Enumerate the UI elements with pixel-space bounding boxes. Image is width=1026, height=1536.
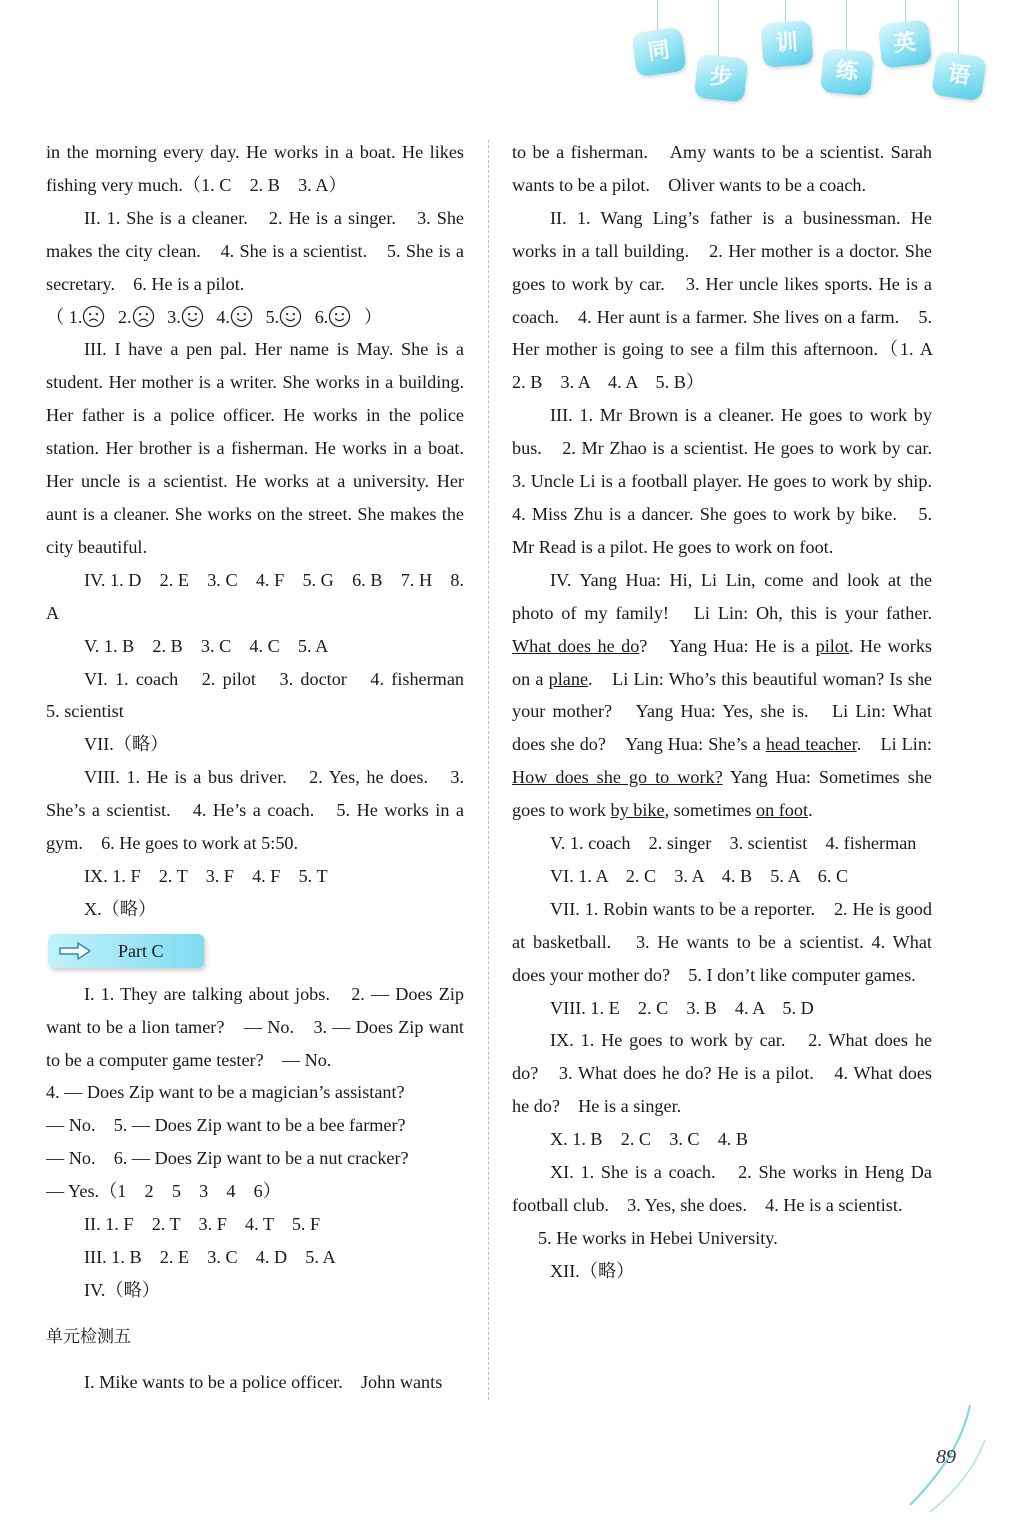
right-column [512,136,951,1288]
tile-string [785,0,786,22]
page-header [0,0,1026,120]
unit-test-title: 单元检测五 [46,1326,131,1347]
answer-paragraph: 4. — Does Zip want to be a magician’s assistant? [46,1082,405,1103]
happy-face-icon [181,305,204,328]
tile-string [958,0,959,56]
underlined-answer: What does he do [512,635,640,656]
left-column [46,136,483,1399]
underlined-answer: on foot [756,800,809,821]
header-tile-4: 练 [820,48,874,96]
answer-paragraph: XII.（略） [550,1260,635,1281]
answer-paragraph: III. 1. Mr Brown is a cleaner. He goes to work by bus. 2. Mr Zhao is a scientist. He goes to work by car. 3. Uncle Li is a football player. He goes to work by ship. 4. Miss Zhu is a dancer. She goes to work by bike. 5. Mr Read is a pilot. He goes to work on foot. [512,405,951,557]
tile-string [846,0,847,52]
answer-paragraph: V. 1. B 2. B 3. C 4. C 5. A [84,635,329,656]
answer-paragraph: III. I have a pen pal. Her name is May. She is a student. Her mother is a writer. She works in a building. Her father is a police officer. He works in the police station. Her brother is a fisherman. He works in a boat. Her uncle is a scientist. He works at a university. Her aunt is a cleaner. She works on the street. She makes the city beautiful. [46,339,464,557]
dialogue-text: ? Yang Hua: He is a [639,635,816,656]
sad-face-icon [132,305,155,328]
header-tile-2: 步 [694,54,748,103]
answer-paragraph: I. Mike wants to be a police officer. John wants [84,1371,443,1392]
paren-close: ） [363,306,383,327]
happy-face-icon [328,305,351,328]
dialogue-paragraph [512,564,932,827]
part-c-label [48,934,204,968]
answer-paragraph: — No. 5. — Does Zip want to be a bee farmer? [46,1115,406,1136]
happy-face-icon [279,305,302,328]
face-answers [46,301,464,334]
dialogue-text: . Li Lin: [856,734,932,755]
answer-paragraph: IX. 1. He goes to work by car. 2. What does he do? 3. What does he do? He is a pilot. 4. What does he do? He is a singer. [512,1030,932,1117]
face-label: 1. [68,306,83,327]
underlined-answer: How does she go to work? [512,767,723,788]
answer-paragraph: to be a fisherman. Amy wants to be a scientist. Sarah wants to be a pilot. Oliver wants to be a coach. [512,142,932,195]
answer-paragraph: IX. 1. F 2. T 3. F 4. F 5. T [84,865,328,886]
face-label: 6. [314,306,329,327]
answer-paragraph: IV. 1. D 2. E 3. C 4. F 5. G 6. B 7. H 8. A [46,569,464,623]
face-label: 4. [216,306,230,327]
arrow-right-icon [58,941,92,961]
face-label: 2. [117,306,132,327]
part-c-banner [46,932,464,972]
tile-string [718,0,719,62]
underlined-answer: pilot [815,635,849,656]
part-c-text: Part C [118,940,164,961]
answer-paragraph: VI. 1. coach 2. pilot 3. doctor 4. fisherman 5. scientist [46,668,483,722]
answer-paragraph: II. 1. F 2. T 3. F 4. T 5. F [84,1214,321,1235]
answer-paragraph: VIII. 1. E 2. C 3. B 4. A 5. D [550,997,814,1018]
answer-paragraph: in the morning every day. He works in a boat. He likes fishing very much.（1. C 2. B 3. A） [46,142,464,195]
tile-string [905,0,906,22]
header-tile-3: 训 [761,20,814,67]
answer-paragraph: VII. 1. Robin wants to be a reporter. 2. He is good at basketball. 3. He wants to be a scientist. 4. What does your mother do? 5. I don’t like computer games. [512,898,932,985]
answer-paragraph: IV.（略） [84,1279,160,1300]
paren-open: （ [46,306,65,327]
dialogue-text: Yang Hua: Sometimes she goes to work [512,767,933,821]
face-label: 3. [167,306,181,327]
answer-paragraph: 5. He works in Hebei University. [538,1227,778,1248]
page-number: 89 [936,1446,956,1468]
underlined-answer: head teacher [765,734,857,755]
underlined-answer: by bike [610,800,665,821]
answer-paragraph: II. 1. She is a cleaner. 2. He is a singer. 3. She makes the city clean. 4. She is a scientist. 5. She is a secretary. 6. He is a pilot. [46,207,464,294]
answer-paragraph: VIII. 1. He is a bus driver. 2. Yes, he does. 3. She’s a scientist. 4. He’s a coach. 5. He works in a gym. 6. He goes to work at 5:50. [46,767,464,854]
dialogue-text: . Li Lin: Who’s this beautiful woman? Is she your mother? Yang Hua: Yes, she is. Li Lin: What does she do? Yang Hua: She’s a [512,668,932,755]
header-tile-6: 语 [931,51,987,102]
answer-paragraph: X. 1. B 2. C 3. C 4. B [550,1129,749,1150]
column-divider [488,140,489,1400]
header-tile-1: 同 [631,27,687,78]
answer-paragraph: I. 1. They are talking about jobs. 2. — Does Zip want to be a lion tamer? — No. 3. — Does Zip want to be a computer game tester? — No. [46,983,464,1070]
header-tile-5: 英 [878,20,932,69]
answer-paragraph: — Yes.（1 2 5 3 4 6） [46,1181,281,1202]
happy-face-icon [230,305,253,328]
answer-paragraph: II. 1. Wang Ling’s father is a businessman. He works in a tall building. 2. Her mother is a doctor. She goes to work by car. 3. Her uncle likes sports. He is a coach. 4. Her aunt is a farmer. She lives on a farm. 5. Her mother is going to see a film this afternoon.（1. A 2. B 3. A 4. A 5. B） [512,207,951,393]
answer-paragraph: VI. 1. A 2. C 3. A 4. B 5. A 6. C [550,865,849,886]
answer-paragraph: VII.（略） [84,734,169,755]
answer-paragraph: X.（略） [84,898,157,919]
dialogue-text: , sometimes [664,800,757,821]
answer-paragraph: XI. 1. She is a coach. 2. She works in Heng Da football club. 3. Yes, she does. 4. He is a scientist. [512,1162,932,1215]
answer-paragraph: III. 1. B 2. E 3. C 4. D 5. A [84,1247,336,1267]
face-label: 5. [265,306,280,327]
sad-face-icon [82,305,105,328]
dialogue-text: . He works on a [512,635,932,689]
answer-paragraph: V. 1. coach 2. singer 3. scientist 4. fisherman [550,833,917,854]
dialogue-text: . [808,800,813,821]
underlined-answer: plane [548,668,589,689]
answer-paragraph: — No. 6. — Does Zip want to be a nut cracker? [46,1148,409,1169]
dialogue-text: IV. Yang Hua: Hi, Li Lin, come and look at the photo of my family! Li Lin: Oh, this is your father. [512,569,932,623]
